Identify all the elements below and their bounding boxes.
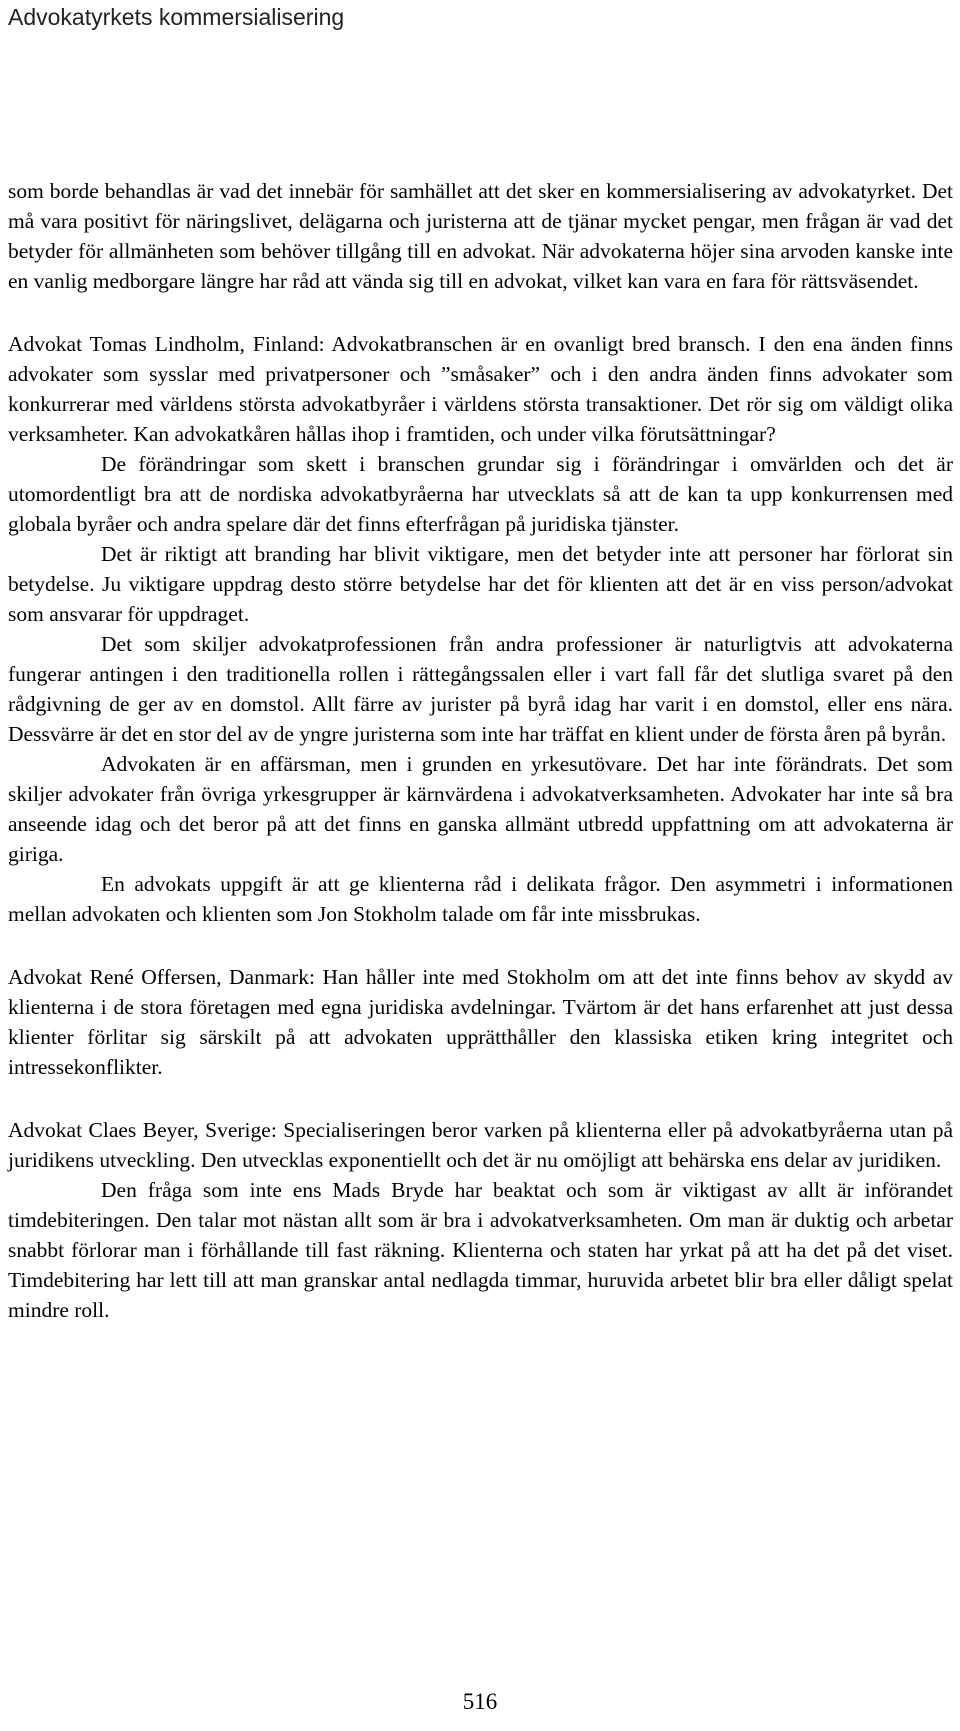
paragraph: Det som skiljer advokatprofessionen från andra professioner är naturligtvis att advokaterna fungerar antingen i den traditionella rollen i rättegångssalen eller i vart fall får det slutliga svaret på den rådgivning de ger av en domstol. Allt färre av jurister på byrå idag har varit i en domstol, eller ens nära. Dessvärre är det en stor del av de yngre juristerna som inte har träffat en klient under de första åren på byrån.: [8, 632, 953, 746]
paragraph: En advokats uppgift är att ge klienterna råd i delikata frågor. Den asymmetri i informationen mellan advokaten och klienten som Jon Stokholm talade om får inte missbrukas.: [8, 872, 953, 926]
paragraph: Den fråga som inte ens Mads Bryde har beaktat och som är viktigast av allt är införandet timdebiteringen. Den talar mot nästan allt som är bra i advokatverksamheten. Om man är duktig och arbetar snabbt förlorar man i förhållande till fast räkning. Klienterna och staten har yrkat på att ha det på det viset. Timdebitering har lett till att man granskar antal nedlagda timmar, huruvida arbetet blir bra eller dåligt spelat mindre roll.: [8, 1178, 953, 1322]
paragraph: Advokat Tomas Lindholm, Finland: Advokatbranschen är en ovanligt bred bransch. I den ena änden finns advokater som sysslar med privatpersoner och ”småsaker” och i den andra änden finns advokater som konkurrerar med världens största advokatbyråer i världens största transaktioner. Det rör sig om väldigt olika verksamheter. Kan advokatkåren hållas ihop i framtiden, och under vilka förutsättningar?: [8, 332, 953, 446]
paragraph: Advokat Claes Beyer, Sverige: Specialiseringen beror varken på klienterna eller på advokatbyråerna utan på juridikens utveckling. Den utvecklas exponentiellt och det är nu omöjligt att behärska ens delar av juridiken.: [8, 1118, 953, 1172]
paragraph: som borde behandlas är vad det innebär för samhället att det sker en kommersialisering av advokatyrket. Det må vara positivt för näringslivet, delägarna och juristerna att de tjänar mycket pengar, men frågan är vad det betyder för allmänheten som behöver tillgång till en advokat. När advokaterna höjer sina arvoden kanske inte en vanlig medborgare längre har råd att vända sig till en advokat, vilket kan vara en fara för rättsväsendet.: [8, 179, 953, 293]
paragraph: Advokaten är en affärsman, men i grunden en yrkesutövare. Det har inte förändrats. Det som skiljer advokater från övriga yrkesgrupper är kärnvärdena i advokatverksamheten. Advokater har inte så bra anseende idag och det beror på att det finns en ganska allmänt utbredd uppfattning om att advokaterna är giriga.: [8, 752, 953, 866]
paragraph: Det är riktigt att branding har blivit viktigare, men det betyder inte att personer har förlorat sin betydelse. Ju viktigare uppdrag desto större betydelse har det för klienten att det är en viss person/advokat som ansvarar för uppdraget.: [8, 542, 953, 626]
paragraph: De förändringar som skett i branschen grundar sig i förändringar i omvärlden och det är utomordentligt bra att de nordiska advokatbyråerna har utvecklats så att de kan ta upp konkurrensen med globala byråer och andra spelare där det finns efterfrågan på juridiska tjänster.: [8, 452, 953, 536]
page-number: 516: [462, 1689, 498, 1714]
paragraph: Advokat René Offersen, Danmark: Han håller inte med Stokholm om att det inte finns behov av skydd av klienterna i de stora företagen med egna juridiska avdelningar. Tvärtom är det hans erfarenhet att just dessa klienter förlitar sig särskilt på att advokaten upprätthåller den klassiska etiken kring integritet och intressekonflikter.: [8, 965, 953, 1079]
running-head: Advokatyrkets kommersialisering: [8, 4, 345, 30]
body-text: [8, 176, 953, 1325]
